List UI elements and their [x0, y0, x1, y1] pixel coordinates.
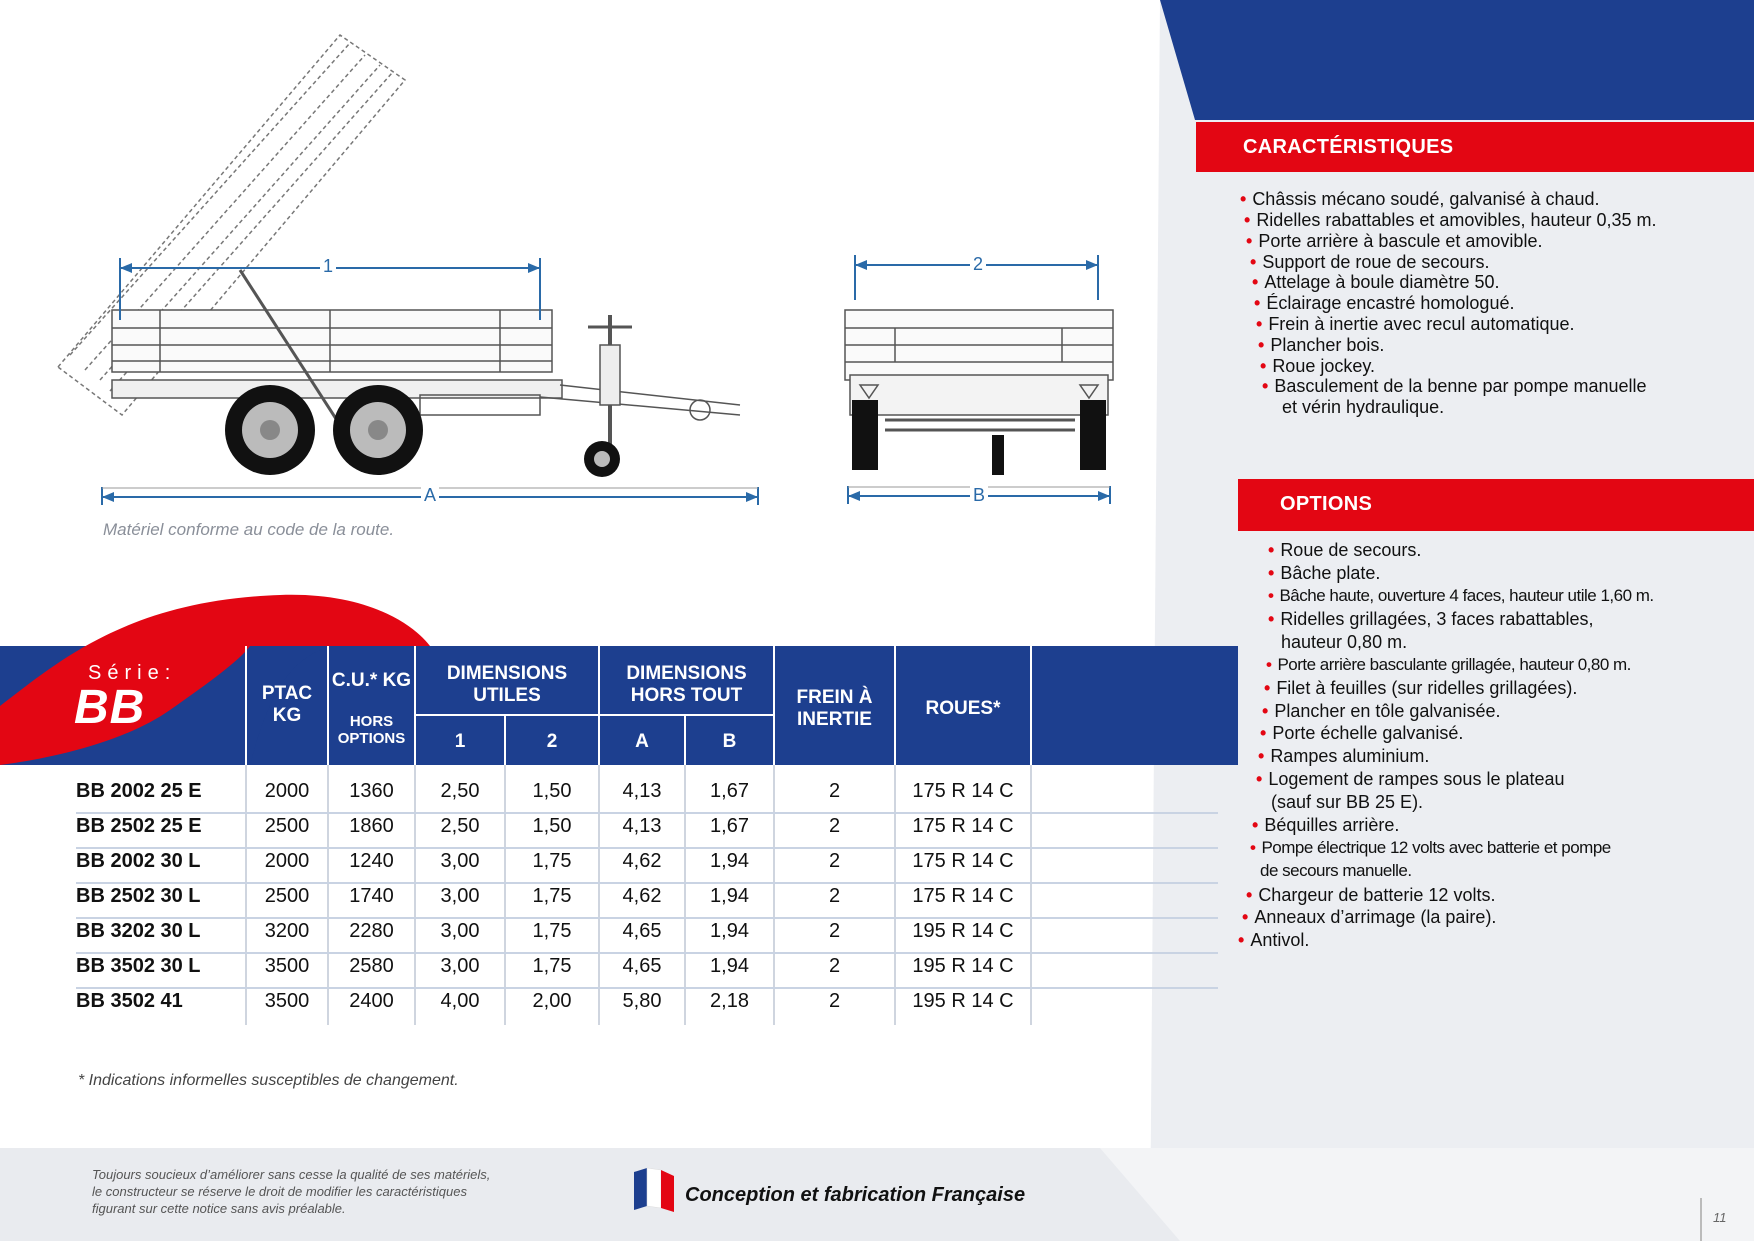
- bullet-icon: •: [1268, 540, 1275, 560]
- dimension-b-label: B: [970, 485, 988, 506]
- options-item-4-continuation: hauteur 0,80 m.: [1281, 632, 1408, 652]
- cell-frein: 2: [828, 885, 841, 907]
- options-item-12-continuation: de secours manuelle.: [1260, 861, 1412, 880]
- caracteristiques-item-continuation: et vérin hydraulique.: [1282, 397, 1445, 417]
- list-item: [1246, 231, 1542, 252]
- cell-cu: 1240: [349, 850, 394, 872]
- list-item: [1260, 356, 1375, 377]
- cell-b: 2,18: [710, 990, 749, 1012]
- cell-cu: 1740: [349, 885, 394, 907]
- cell-a: 4,65: [622, 920, 662, 942]
- bullet-icon: •: [1268, 563, 1275, 583]
- cell-cu: 1860: [349, 815, 394, 837]
- cell-a: 4,13: [622, 780, 662, 802]
- cell-model: BB 3502 30 L: [76, 955, 201, 977]
- bullet-icon: •: [1244, 210, 1251, 230]
- list-item: [1258, 335, 1384, 356]
- cell-frein: 2: [828, 850, 841, 872]
- cell-frein: 2: [828, 955, 841, 977]
- made-in-france-label: Conception et fabrication Française: [685, 1184, 1026, 1206]
- list-item-text: Roue jockey.: [1272, 356, 1376, 376]
- header-frein: FREIN À INERTIE: [796, 687, 873, 730]
- caracteristiques-title: CARACTÉRISTIQUES: [1243, 136, 1454, 158]
- cell-u2: 1,75: [532, 920, 572, 942]
- bullet-icon: •: [1262, 376, 1269, 396]
- list-item-text: Rampes aluminium.: [1270, 746, 1430, 766]
- bullet-icon: •: [1256, 314, 1263, 334]
- cell-u1: 3,00: [440, 955, 480, 977]
- header-sub-b: B: [722, 730, 737, 752]
- series-name: BB: [74, 681, 146, 734]
- list-item: [1262, 701, 1500, 722]
- cell-ptac: 2500: [264, 885, 310, 907]
- cell-b: 1,67: [710, 815, 749, 837]
- cell-frein: 2: [828, 815, 841, 837]
- bullet-icon: •: [1246, 231, 1253, 251]
- list-item: [1238, 930, 1309, 951]
- list-item: [1246, 885, 1495, 906]
- cell-roues: 175 R 14 C: [912, 850, 1014, 872]
- bullet-icon: •: [1242, 907, 1249, 927]
- cell-b: 1,67: [710, 780, 749, 802]
- dimension-a-label: A: [421, 485, 439, 506]
- cell-u2: 1,50: [532, 780, 572, 802]
- cell-model: BB 2002 25 E: [76, 780, 202, 802]
- list-item: [1266, 655, 1631, 675]
- table-footnote: * Indications informelles susceptibles de changement.: [78, 1072, 459, 1089]
- header-ptac: PTAC KG: [261, 683, 313, 726]
- list-item: [1250, 252, 1489, 273]
- list-item-text: Plancher en tôle galvanisée.: [1274, 701, 1501, 721]
- list-item-text: Bâche haute, ouverture 4 faces, hauteur utile 1,60 m.: [1279, 586, 1654, 605]
- list-item-text: Attelage à boule diamètre 50.: [1264, 272, 1500, 292]
- cell-u1: 3,00: [440, 850, 480, 872]
- cell-cu: 2280: [349, 920, 394, 942]
- list-item-text: Antivol.: [1250, 930, 1310, 950]
- cell-ptac: 2500: [264, 815, 310, 837]
- bullet-icon: •: [1264, 678, 1271, 698]
- bullet-icon: •: [1262, 701, 1269, 721]
- cell-model: BB 3502 41: [76, 990, 183, 1012]
- header-cu: C.U.* KG: [331, 670, 412, 692]
- cell-u2: 1,50: [532, 815, 572, 837]
- list-item: [1268, 563, 1380, 584]
- cell-u1: 3,00: [440, 920, 480, 942]
- cell-b: 1,94: [710, 850, 749, 872]
- list-item-text: Porte arrière basculante grillagée, hauteur 0,80 m.: [1277, 655, 1631, 674]
- header-cu-sub: HORS OPTIONS: [337, 712, 406, 747]
- cell-roues: 175 R 14 C: [912, 885, 1014, 907]
- bullet-icon: •: [1258, 746, 1265, 766]
- bullet-icon: •: [1252, 272, 1259, 292]
- list-item-text: Porte échelle galvanisé.: [1272, 723, 1464, 743]
- cell-b: 1,94: [710, 885, 749, 907]
- list-item-text: Roue de secours.: [1280, 540, 1422, 560]
- cell-model: BB 2002 30 L: [76, 850, 201, 872]
- cell-a: 4,62: [622, 885, 662, 907]
- bullet-icon: •: [1250, 252, 1257, 272]
- bullet-icon: •: [1250, 838, 1256, 857]
- cell-frein: 2: [828, 780, 841, 802]
- list-item-text: Pompe électrique 12 volts avec batterie et pompe: [1261, 838, 1611, 857]
- dimension-2-label: 2: [970, 254, 986, 275]
- cell-model: BB 3202 30 L: [76, 920, 201, 942]
- cell-roues: 175 R 14 C: [912, 815, 1014, 837]
- list-item: [1256, 314, 1574, 335]
- list-item: [1256, 769, 1565, 790]
- dimension-1-label: 1: [320, 256, 336, 277]
- list-item-text: Bâche plate.: [1280, 563, 1381, 583]
- cell-roues: 195 R 14 C: [912, 990, 1014, 1012]
- cell-b: 1,94: [710, 920, 749, 942]
- list-item-text: Filet à feuilles (sur ridelles grillagées).: [1276, 678, 1578, 698]
- list-item: [1268, 609, 1593, 630]
- list-item-text: Ridelles grillagées, 3 faces rabattables,: [1280, 609, 1594, 629]
- header-sub-a: A: [635, 730, 649, 752]
- bullet-icon: •: [1258, 335, 1265, 355]
- list-item: [1264, 678, 1577, 699]
- bullet-icon: •: [1260, 356, 1267, 376]
- list-item-text: Support de roue de secours.: [1262, 252, 1490, 272]
- list-item: [1268, 540, 1421, 561]
- cell-u2: 2,00: [532, 990, 572, 1012]
- drawing-caption: Matériel conforme au code de la route.: [103, 520, 395, 539]
- header-roues: ROUES*: [925, 698, 1001, 720]
- cell-ptac: 3500: [264, 990, 310, 1012]
- blue-top-wedge: [1160, 0, 1754, 120]
- cell-a: 4,13: [622, 815, 662, 837]
- list-item: [1258, 746, 1429, 767]
- list-item-text: Porte arrière à bascule et amovible.: [1258, 231, 1543, 251]
- list-item-text: Chargeur de batterie 12 volts.: [1258, 885, 1496, 905]
- cell-cu: 2400: [349, 990, 394, 1012]
- cell-ptac: 3500: [264, 955, 310, 977]
- list-item: [1250, 838, 1611, 858]
- cell-u1: 2,50: [440, 815, 480, 837]
- list-item: [1252, 272, 1499, 293]
- header-dimensions-utiles: DIMENSIONS UTILES: [446, 663, 568, 706]
- list-item: [1244, 210, 1657, 231]
- cell-a: 4,62: [622, 850, 662, 872]
- french-flag-icon: [630, 1166, 680, 1214]
- cell-u1: 4,00: [440, 990, 480, 1012]
- series-label: Série:: [88, 662, 177, 684]
- list-item: [1240, 189, 1600, 210]
- page-number: 11: [1713, 1210, 1727, 1225]
- cell-model: BB 2502 30 L: [76, 885, 201, 907]
- bullet-icon: •: [1266, 655, 1272, 674]
- bullet-icon: •: [1268, 586, 1274, 605]
- list-item-text: Ridelles rabattables et amovibles, hauteur 0,35 m.: [1256, 210, 1657, 230]
- bullet-icon: •: [1240, 189, 1247, 209]
- options-title: OPTIONS: [1280, 493, 1373, 515]
- cell-roues: 195 R 14 C: [912, 955, 1014, 977]
- list-item: [1262, 376, 1647, 397]
- options-item-10-continuation: (sauf sur BB 25 E).: [1271, 792, 1424, 812]
- cell-u1: 2,50: [440, 780, 480, 802]
- cell-u2: 1,75: [532, 850, 572, 872]
- list-item-text: Châssis mécano soudé, galvanisé à chaud.: [1252, 189, 1600, 209]
- cell-cu: 2580: [349, 955, 394, 977]
- cell-ptac: 3200: [264, 920, 310, 942]
- bullet-icon: •: [1260, 723, 1267, 743]
- bullet-icon: •: [1254, 293, 1261, 313]
- bullet-icon: •: [1252, 815, 1259, 835]
- cell-u2: 1,75: [532, 955, 572, 977]
- cell-ptac: 2000: [264, 850, 310, 872]
- cell-cu: 1360: [349, 780, 394, 802]
- list-item-text: Éclairage encastré homologué.: [1266, 293, 1515, 313]
- side-view-drawing: [40, 25, 780, 525]
- cell-frein: 2: [828, 920, 841, 942]
- rear-view-drawing: [840, 250, 1120, 510]
- cell-ptac: 2000: [264, 780, 310, 802]
- list-item-text: Anneaux d’arrimage (la paire).: [1254, 907, 1497, 927]
- footer-disclaimer: Toujours soucieux d’améliorer sans cesse la qualité de ses matériels, le constructeur se réserve le droit de modifier les caractéristiques figurant sur cette notice sans avis préalable.: [92, 1167, 491, 1216]
- header-dimensions-hors-tout: DIMENSIONS HORS TOUT: [626, 663, 747, 706]
- list-item-text: Basculement de la benne par pompe manuelle: [1274, 376, 1647, 396]
- list-item: [1252, 815, 1399, 836]
- list-item-text: Plancher bois.: [1270, 335, 1385, 355]
- list-item: [1242, 907, 1496, 928]
- cell-roues: 195 R 14 C: [912, 920, 1014, 942]
- cell-b: 1,94: [710, 955, 749, 977]
- header-sub-1: 1: [454, 730, 466, 752]
- bullet-icon: •: [1268, 609, 1275, 629]
- list-item: [1260, 723, 1463, 744]
- bullet-icon: •: [1256, 769, 1263, 789]
- cell-a: 4,65: [622, 955, 662, 977]
- header-sub-2: 2: [546, 730, 558, 752]
- list-item: [1254, 293, 1514, 314]
- list-item-text: Béquilles arrière.: [1264, 815, 1400, 835]
- list-item: [1268, 586, 1654, 606]
- cell-model: BB 2502 25 E: [76, 815, 202, 837]
- cell-u2: 1,75: [532, 885, 572, 907]
- bullet-icon: •: [1238, 930, 1245, 950]
- list-item-text: Frein à inertie avec recul automatique.: [1268, 314, 1575, 334]
- list-item-text: Logement de rampes sous le plateau: [1268, 769, 1565, 789]
- cell-a: 5,80: [622, 990, 662, 1012]
- cell-u1: 3,00: [440, 885, 480, 907]
- cell-frein: 2: [828, 990, 841, 1012]
- bullet-icon: •: [1246, 885, 1253, 905]
- cell-roues: 175 R 14 C: [912, 780, 1014, 802]
